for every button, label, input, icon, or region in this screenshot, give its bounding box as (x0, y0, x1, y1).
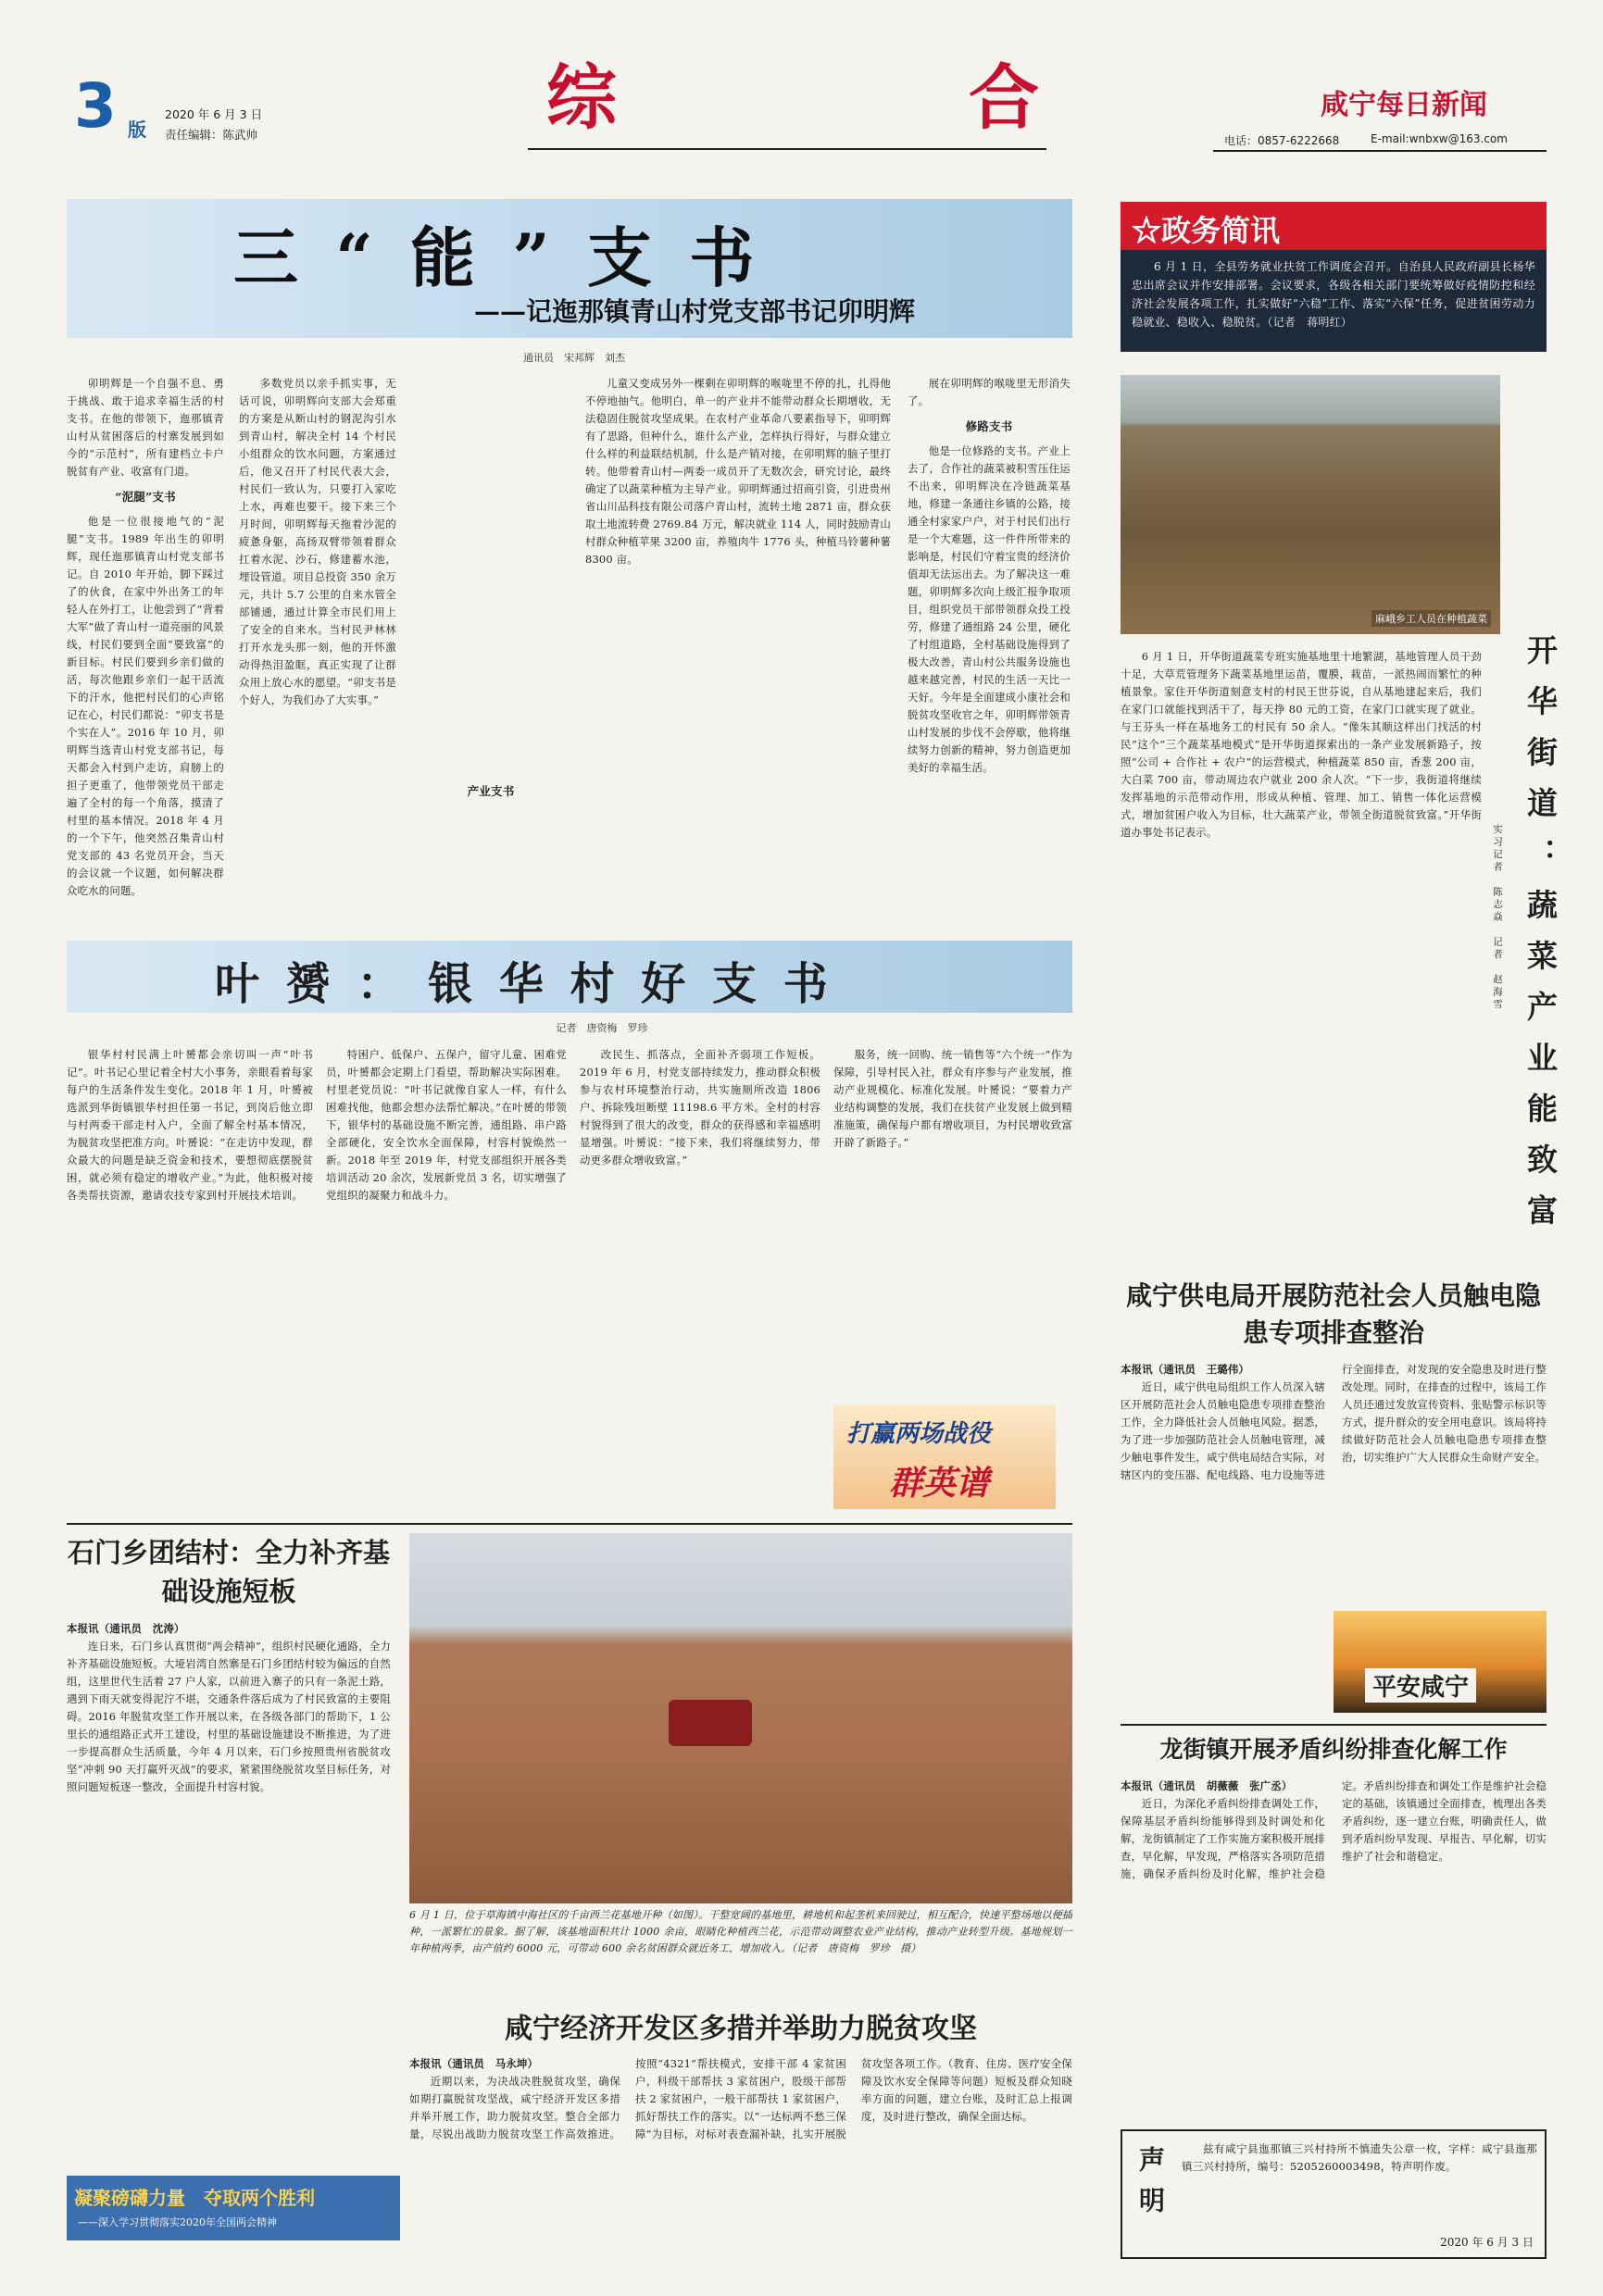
photo-caption-text: 6 月 1 日，位于草海镇中海社区的千亩西兰花基地开种（如图）。干整宽阔的基地里，耕地机和起垄机来回驶过，相互配合，快速平整场地以便插种，一派繁忙的景象。据了解，该基地面积共计 1000 余亩，眼睛化种植西兰花，示范带动调整农业产业结构，推动产业转型升级。基地规划一年种植两季，亩产值约 6000 元，可带动 600 余名贫困群众就近务工，增加收入。（记者 唐资梅 罗珍 摄） (409, 1909, 1072, 1954)
declaration-text: 兹有咸宁县迤那镇三兴村持所不慎遗失公章一枚，字样：咸宁县迤那镇三兴村持所，编号：5205260003498，特声明作废。 (1182, 2142, 1537, 2173)
paragraph: 展在卯明辉的喉咙里无形消失了。 (908, 377, 1071, 407)
qunying-banner (833, 1405, 1056, 1509)
paper-name: 咸宁每日新闻 (1321, 89, 1487, 121)
paragraph: 近期以来，为决战决胜脱贫攻坚，确保如期打赢脱贫攻坚战，咸宁经济开发区多措并举开展工作，助力脱贫攻坚。整合全部力量，尽锐出战助力脱贫攻坚工作高效推进。按照“4321”帮扶模式，安排干部 4 家贫困户，科级干部帮扶 3 家贫困户，股级干部帮扶 2 家贫困户，一般干部帮扶 1 家贫困户，抓好帮扶工作的落实。以“一达标两不愁三保障”为目标，对标对表查漏补缺，扎实开展脱贫攻坚各项工作。（教育、住房、医疗安全保障及饮水安全保障等问题）短板及群众知晓率方面的问题，建立台账，及时汇总上报调度，及时进行整改，确保全面达标。 (409, 2057, 1072, 2140)
phone: 电话：0857-6222668 (1224, 134, 1340, 147)
email: E-mail:wnbxw@163.com (1371, 132, 1508, 145)
section-right-char: 合 (969, 56, 1039, 139)
paragraph: 卯明辉是一个自强不息、勇于挑战、敢于追求幸福生活的村支书。在他的带领下，迤那镇青山村从贫困落后的村寨发展到如今的“示范村”，所有建档立卡户脱贫有产业、收富有门道。 (67, 377, 224, 478)
article4-title: 咸宁供电局开展防范社会人员触电隐患专项排查整治 (1125, 1280, 1541, 1348)
news-brief-title: ☆政务简讯 (1132, 213, 1281, 248)
article1-subtitle: ——记迤那镇青山村党支部书记卯明辉 (474, 296, 916, 327)
divider (1121, 1724, 1547, 1726)
article5-byline: 本报讯（通讯员 马永坤） (409, 2057, 539, 2070)
page-suffix: 版 (128, 119, 146, 141)
vertical-byline (1491, 824, 1511, 1083)
vertical-byline-text: 实习记者 陈志焱 记者 赵海雪 (1492, 824, 1503, 1012)
news-brief-box (1121, 250, 1547, 352)
article5-title: 咸宁经济开发区多措并举助力脱贫攻坚 (505, 2013, 977, 2045)
article2-banner (67, 941, 1072, 1013)
bottom-banner-subtitle: ——深入学习贯彻落实2020年全国两会精神 (78, 2216, 277, 2228)
article2-col2 (326, 1046, 567, 1509)
anping-badge (1334, 1611, 1547, 1713)
article5-body (409, 2055, 1072, 2277)
editor: 责任编辑：陈武帅 (165, 128, 258, 142)
tractor-icon (669, 1700, 752, 1746)
masthead-rule-right (1213, 150, 1547, 152)
paragraph: 近日，咸宁供电局组织工作人员深入辖区开展防范社会人员触电隐患专项排查整治工作，全力降低社会人员触电风险。据悉，为了进一步加强防范社会人员触电管理，减少触电事件发生，咸宁供电局结合实际，对辖区内的变压器、配电线路、电力设施等进行全面排查，对发现的安全隐患及时进行整改处理。同时，在排查的过程中，该局工作人员还通过发放宣传资料、张贴警示标识等方式，提升群众的安全用电意识。该局将持续做好防范社会人员触电隐患专项排查整治，切实维护广大人民群众生命财产安全。 (1121, 1363, 1547, 1481)
vertical-title-text: 开华街道：蔬菜产业能致富 (1522, 634, 1559, 1245)
photo-caption: 麻峨乡工人员在种植蔬菜 (1371, 610, 1491, 627)
article3-body (67, 1620, 391, 2174)
paragraph: 他是一位很接地气的“泥腿”支书。1989 年出生的卯明辉，现任迤那镇青山村党支部书记。自 2010 年开始，脚下踩过了的伙食，在家中外出务工的年轻人在外打工，让他尝到了“背着大军”做了青山村一道亮丽的风景线，村民们要到全面“要致富”的新目标。村民们要到乡亲们做的活，每次他跟乡亲们一起干活流下的汗水，他把村民们的心声铭记在心，村民们都说：“卯支书是个实在人”。2016 年 10 月，卯明辉当选青山村党支部书记，每天都会入村到户走访，肩膀上的担子更重了，他带领党员干部走遍了全村的每一个角落，摸清了村里的基本情况。2018 年 4 月的一个下午，他突然召集青山村党支部的 43 名党员开会，当天的会议就一个议题，如何解决群众吃水的问题。 (67, 515, 224, 897)
article1-col4 (908, 375, 1071, 930)
declaration-date: 2020 年 6 月 3 日 (1440, 2236, 1534, 2249)
tractor-photo (409, 1533, 1072, 1903)
article6-byline: 本报讯（通讯员 胡薇薇 张广丞） (1121, 1779, 1293, 1792)
paragraph: 6 月 1 日，开华街道蔬菜专班实施基地里十地繁湖，基地管理人员干劲十足，大草荒管理务下蔬菜基地里运苗，覆膜，栽苗，一派热闹而繁忙的种植景象。家住开华街道刻意支村的村民王世芬说，自从基地建起来后，我们在家门口就能找到活干了，每天挣 80 元的工资，在家门口就实现了就业。与王芬头一样在基地务工的村民有 50 余人。“像朱其顺这样出门找活的村民”这个“三个蔬菜基地模式”是开华街道探索出的一条产业发展新路子，按照“公司 + 合作社 + 农户”的运营模式，种植蔬菜 850 亩，香葱 200 亩，大白菜 700 亩，带动周边农户就业 200 余人次。“下一步，我街道将继续发挥基地的示范带动作用，形成从种植、管理、加工、销售一体化运营模式，增加贫困户收入为目标，壮大蔬菜产业，带领全街道脱贫致富。”开华街道办事处书记表示。 (1121, 650, 1482, 839)
section-left-char: 综 (546, 56, 617, 139)
bottom-banner-title: 凝聚磅礴力量 夺取两个胜利 (74, 2187, 315, 2209)
vertical-title (1519, 634, 1559, 1245)
masthead-rule (528, 148, 1046, 150)
article1-banner (67, 199, 1072, 338)
article1-col2 (239, 375, 396, 930)
news-brief-text: 6 月 1 日，全县劳务就业扶贫工作调度会召开。自治县人民政府副县长杨华忠出席会议并作安排部署。会议要求，各级各相关部门要统筹做好疫情防控和经济社会发展各项工作，扎实做好“六稳”工作、落实“六保”任务，促进贫困劳动力稳就业、稳收入、稳脱贫。（记者 蒋明红） (1132, 260, 1535, 329)
bottom-banner (67, 2176, 400, 2240)
paragraph: 银华村村民满上叶赟都会亲切叫一声“叶书记”。叶书记心里记着全村大小事务，亲眼看着每家每户的生活条件发生变化。2018 年 1 月，叶赟被选派到华街镇银华村担任第一书记，到岗后他立即与村两委干部走村入户，全面了解全村基本情况，为脱贫攻坚把准方向。叶赟说：“在走访中发现，群众最大的问题是缺乏资金和技术，要想彻底摆脱贫困，就必须有稳定的增收产业。”为此，他积极对接各类帮扶资源，邀请农技专家到村开展技术培训。 (67, 1048, 313, 1202)
paragraph: 近日，为深化矛盾纠纷排查调处工作，保障基层矛盾纠纷能够得到及时调处和化解，龙街镇制定了工作实施方案积极开展排查，早化解，早发现，严格落实各项防范措施，确保矛盾纠纷及时化解，维护社会稳定。矛盾纠纷排查和调处工作是维护社会稳定的基础，该镇通过全面排查，梳理出各类矛盾纠纷，逐一建立台账，明确责任人，做到矛盾纠纷早发现、早报告、早化解，切实维护了社会和谐稳定。 (1121, 1779, 1547, 1880)
paragraph: 连日来，石门乡认真贯彻“两会精神”，组织村民硬化通路，全力补齐基础设施短板。大垭岩湾自然寨是石门乡团结村较为偏远的自然组，这里世代生活着 27 户人家，以前进入寨子的只有一条泥土路，遇到下雨天就变得泥泞不堪，交通条件落后成为了村民致富的主要阻碍。2016 年脱贫攻坚工作开展以来，在各级各部门的帮助下，1 公里长的通组路正式开工建设，村里的基础设施建设不断推进，为了进一步提高群众生活质量，今年 4 月以来，石门乡按照贵州省脱贫攻坚“冲刺 90 天打赢歼灭战”的要求，紧紧围绕脱贫攻坚目标任务，对照问题短板逐一整改，全面提升村容村貌。 (67, 1640, 391, 1793)
article1-title: 三 “ 能 ” 支 书 (233, 219, 762, 296)
article4-byline: 本报讯（通讯员 王璐伟） (1121, 1363, 1250, 1376)
article6-body (1121, 1778, 1547, 2115)
subhead: 修路支书 (965, 419, 1013, 433)
article3-byline: 本报讯（通讯员 沈涛） (67, 1622, 185, 1635)
article3-title: 石门乡团结村：全力补齐基础设施短板 (67, 1537, 390, 1607)
issue-date: 2020 年 6 月 3 日 (165, 107, 263, 121)
subhead: 产业支书 (467, 784, 515, 798)
subhead: “泥腿”支书 (115, 490, 176, 504)
page-number: 3 (74, 70, 117, 142)
declaration-box (1121, 2129, 1547, 2259)
article2-title: 叶 赟 ： 银 华 村 好 支 书 (215, 958, 833, 1010)
article1-col3 (585, 375, 891, 930)
qunying-title: 打赢两场战役 (846, 1420, 992, 1448)
article2-col1 (67, 1046, 313, 1509)
news-brief-header (1121, 202, 1547, 250)
farm-photo (1121, 375, 1500, 634)
qunying-subtitle: 群英谱 (889, 1464, 990, 1503)
paragraph: 改民生、抓落点，全面补齐弱项工作短板。2019 年 6 月，村党支部持续发力，推动群众积极参与农村环境整治行动，共实施厕所改造 1806 户、拆除残垣断壁 11198.6 平方米。全村的村容村貌得到了很大的改变，群众的获得感和幸福感明显增强。叶赟说：“接下来，我们将继续努力，带动更多群众增收致富。” (580, 1048, 820, 1167)
article1-col1 (67, 375, 224, 930)
masthead (0, 0, 1603, 148)
article1-byline: 通讯员 宋邦辉 刘杰 (523, 352, 625, 364)
paragraph: 他是一位修路的支书。产业上去了，合作社的蔬菜被积雪压住运不出来，卯明辉决在冷链蔬菜基地，修建一条通往乡镇的公路，接通全村家家户户，对于村民们出行是一个大难题，这一件件所带来的影响是，村民们守着宝贵的经济价值却无法运出去。为了解决这一难题，卯明辉多次向上级汇报争取项目，组织党员干部带领群众投工投劳，修建了通组路 24 公里，硬化了村组道路，全村基础设施得到了极大改善，青山村公共服务设施也越来越完善，村民的生活一天比一天好。今年是全面建成小康社会和脱贫攻坚收官之年，卯明辉带领青山村发展的步伐不会停歇，他将继续努力创新的精神，努力创造更加美好的幸福生活。 (908, 444, 1071, 774)
article2-byline: 记者 唐资梅 罗珍 (556, 1022, 648, 1034)
feature-body (1121, 648, 1482, 1259)
paragraph: 儿童又变成另外一棵剩在卯明辉的喉咙里不停的扎，扎得他不停地抽气。他明白，单一的产业并不能带动群众长期增收，无法稳固住脱贫攻坚成果。在农村产业革命八要素指导下，卯明辉有了思路，但种什么，谁什么产业，怎样执行得好，与群众建立什么样的利益联结机制，什么是产销对接，在卯明辉的脑子里打转。他带着青山村—两委一成员开了无数次会，研究讨论，最终确定了以蔬菜种植为主导产业。卯明辉通过招商引资，引进贵州省山川品科技有限公司落户青山村，流转土地 2871 亩，群众获取土地流转费 2769.84 万元，解决就业 114 人，同时鼓励青山村群众种植苹果 3200 亩，养殖肉牛 1776 头，种植马铃薯种薯 8300 亩。 (585, 377, 891, 566)
divider (67, 1523, 1072, 1525)
paragraph: 特困户、低保户、五保户，留守儿童、困难党员，叶赟都会定期上门看望，帮助解决实际困难。村里老党员说：“叶书记就像自家人一样，有什么困难找他，他都会想办法帮忙解决。”在叶赟的带领下，银华村的基础设施不断完善，通组路、串户路全部硬化，安全饮水全面保障，村容村貌焕然一新。2018 年至 2019 年，村党支部组织开展各类培训活动 20 余次，发展新党员 3 名，切实增强了党组织的凝聚力和战斗力。 (326, 1048, 567, 1202)
article6-title: 龙街镇开展矛盾纠纷排查化解工作 (1159, 1736, 1508, 1763)
article2-col3 (580, 1046, 820, 1509)
anping-text: 平安咸宁 (1365, 1668, 1476, 1703)
declaration-title: 声明 (1135, 2146, 1166, 2227)
article2-col4 (833, 1046, 1072, 1398)
paragraph: 多数党员以亲手抓实事，无话可说，卯明辉向支部大会郑重的方案是从断山村的钢泥沟引水到青山村，解决全村 14 个村民小组群众的饮水问题，方案通过后，他又召开了村民代表大会，村民们一致认为，只要打入家吃上水，再难也要干。接下来三个月时间，卯明辉每天拖着沙泥的疲惫身躯，高扬双臂带领着群众扛着水泥、沙石，修建蓄水池，埋设管道。项目总投资 350 余万元，共计 5.7 公里的自来水管全部铺通，通过计算全市民们用上了安全的自来水。当村民尹林林打开水龙头那一刻，他的开怀激动得热泪盈眶，真正实现了让群众用上放心水的愿望。“卯支书是个好人，为我们办了大实事。” (239, 377, 396, 706)
article1-col2b (412, 375, 570, 930)
paragraph: 服务，统一回购、统一销售等“六个统一”作为保障，引导村民入社，群众有序参与产业发展，推动产业规模化、标准化发展。叶赟说：“要着力产业结构调整的发展，我们在扶贫产业发展上做到精准施策，确保每户都有增收项目，为村民增收致富开辟了新路子。” (833, 1048, 1072, 1149)
